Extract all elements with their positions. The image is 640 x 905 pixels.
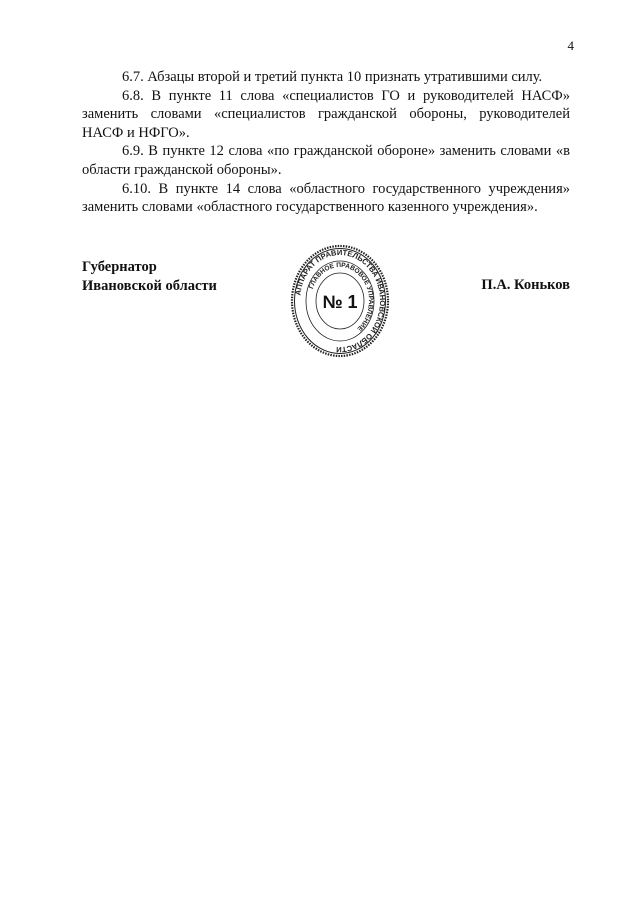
seal-outer-text-path: АППАРАТ ПРАВИТЕЛЬСТВА ИВАНОВСКОЙ ОБЛАСТИ <box>293 247 388 355</box>
page-number: 4 <box>567 38 574 53</box>
paragraph-6-7: 6.7. Абзацы второй и третий пункта 10 признать утратившими силу. <box>122 69 543 85</box>
signatory-name: П.А. Коньков <box>481 277 570 293</box>
signature-title <box>82 258 217 295</box>
document-body <box>82 68 570 217</box>
paragraph-6-8: 6.8. В пункте 11 слова «специалистов ГО и руководителей НАСФ» заменить словами «специалистов гражданской обороны, руководителей НАСФ и НФГО». <box>82 87 570 141</box>
paragraph-6-10: 6.10. В пункте 14 слова «областного государственного учреждения» заменить словами «областного государственного казенного учреждения». <box>82 180 570 216</box>
seal-center-number: № 1 <box>322 292 358 312</box>
official-seal <box>290 243 390 359</box>
seal-graphic <box>290 243 390 359</box>
signature-title-line2: Ивановской области <box>82 277 217 294</box>
seal-inner-text-path: ГЛАВНОЕ ПРАВОВОЕ УПРАВЛЕНИЕ <box>308 261 375 333</box>
paragraph-6-9: 6.9. В пункте 12 слова «по гражданской обороне» заменить словами «в области гражданской обороны». <box>82 143 570 178</box>
signature-title-line1: Губернатор <box>82 259 157 275</box>
